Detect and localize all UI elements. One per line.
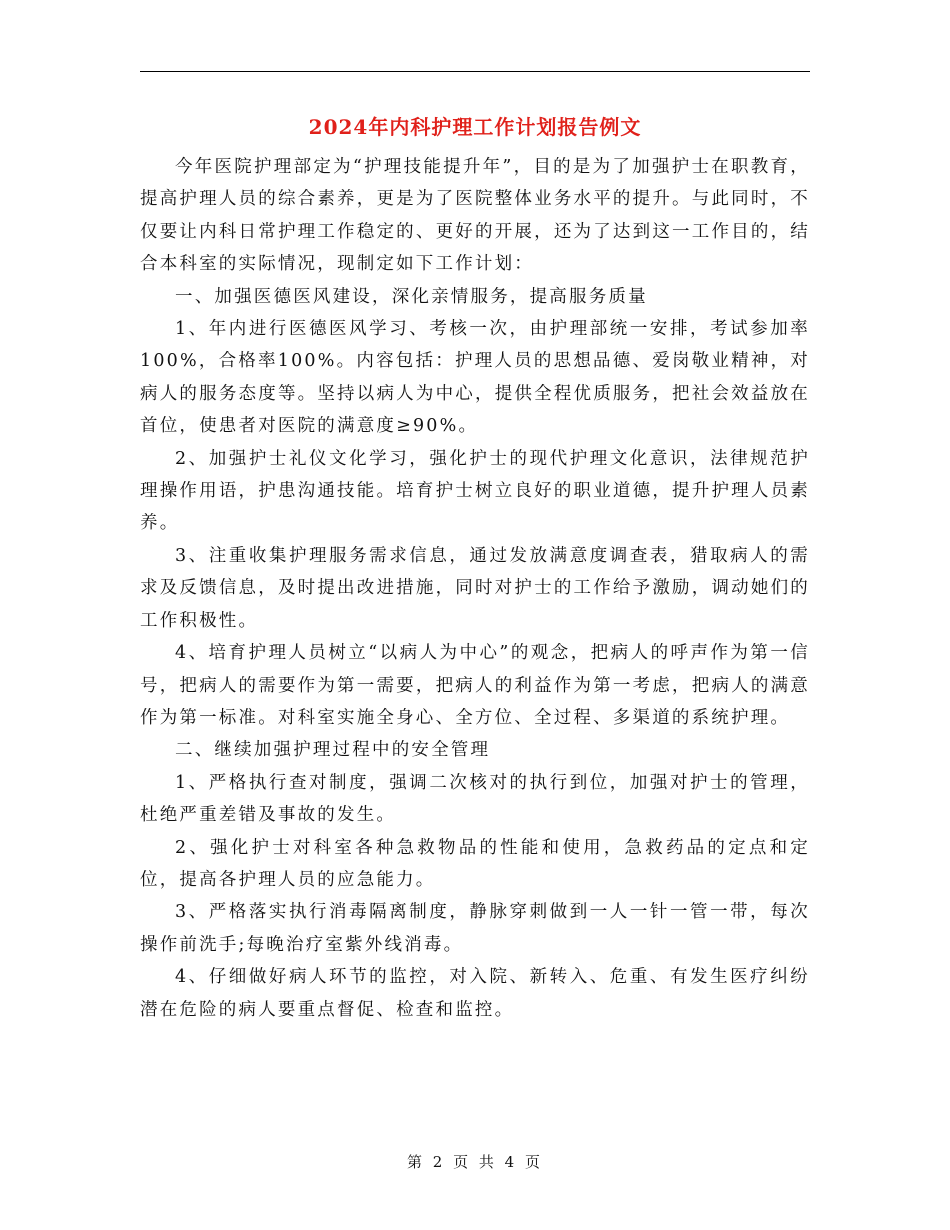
document-title: 2024年内科护理工作计划报告例文 — [308, 115, 642, 139]
section-2-item-1: 1、严格执行查对制度，强调二次核对的执行到位，加强对护士的管理，杜绝严重差错及事故的发生。 — [140, 772, 810, 826]
section-1-item-3: 3、注重收集护理服务需求信息，通过发放满意度调查表，猎取病人的需求及反馈信息，及时提出改进措施，同时对护士的工作给予激励，调动她们的工作积极性。 — [140, 545, 810, 631]
section-2-item-2: 2、强化护士对科室各种急救物品的性能和使用，急救药品的定点和定位，提高各护理人员的应急能力。 — [140, 837, 810, 890]
section-1-item-1: 1、年内进行医德医风学习、考核一次，由护理部统一安排，考试参加率100%，合格率100%。内容包括：护理人员的思想品德、爱岗敬业精神，对病人的服务态度等。坚持以病人为中心，提供全程优质服务，把社会效益放在首位，使患者对医院的满意度≥90%。 — [140, 319, 810, 437]
section-2-item-4: 4、仔细做好病人环节的监控，对入院、新转入、危重、有发生医疗纠纷潜在危险的病人要重点督促、检查和监控。 — [140, 967, 810, 1020]
header-rule — [140, 71, 810, 72]
section-1-item-2: 2、加强护士礼仪文化学习，强化护士的现代护理文化意识，法律规范护理操作用语，护患沟通技能。培育护士树立良好的职业道德，提升护理人员素养。 — [140, 448, 810, 534]
page-number: 第 2 页 共 4 页 — [407, 1153, 543, 1171]
section-1-item-4: 4、培育护理人员树立“以病人为中心”的观念，把病人的呼声作为第一信号，把病人的需要作为第一需要，把病人的利益作为第一考虑，把病人的满意作为第一标准。对科室实施全身心、全方位、全过程、多渠道的系统护理。 — [140, 643, 810, 728]
section-heading-2: 二、继续加强护理过程中的安全管理 — [175, 740, 491, 761]
section-2-item-3: 3、严格落实执行消毒隔离制度，静脉穿刺做到一人一针一管一带，每次操作前洗手;每晚治疗室紫外线消毒。 — [140, 902, 810, 955]
section-heading-1: 一、加强医德医风建设，深化亲情服务，提高服务质量 — [175, 286, 648, 307]
intro-paragraph: 今年医院护理部定为“护理技能提升年”，目的是为了加强护士在职教育，提高护理人员的综合素养，更是为了医院整体业务水平的提升。与此同时，不仅要让内科日常护理工作稳定的、更好的开展，还为了达到这一工作目的，结合本科室的实际情况，现制定如下工作计划： — [140, 157, 810, 275]
document-body — [140, 151, 810, 1026]
